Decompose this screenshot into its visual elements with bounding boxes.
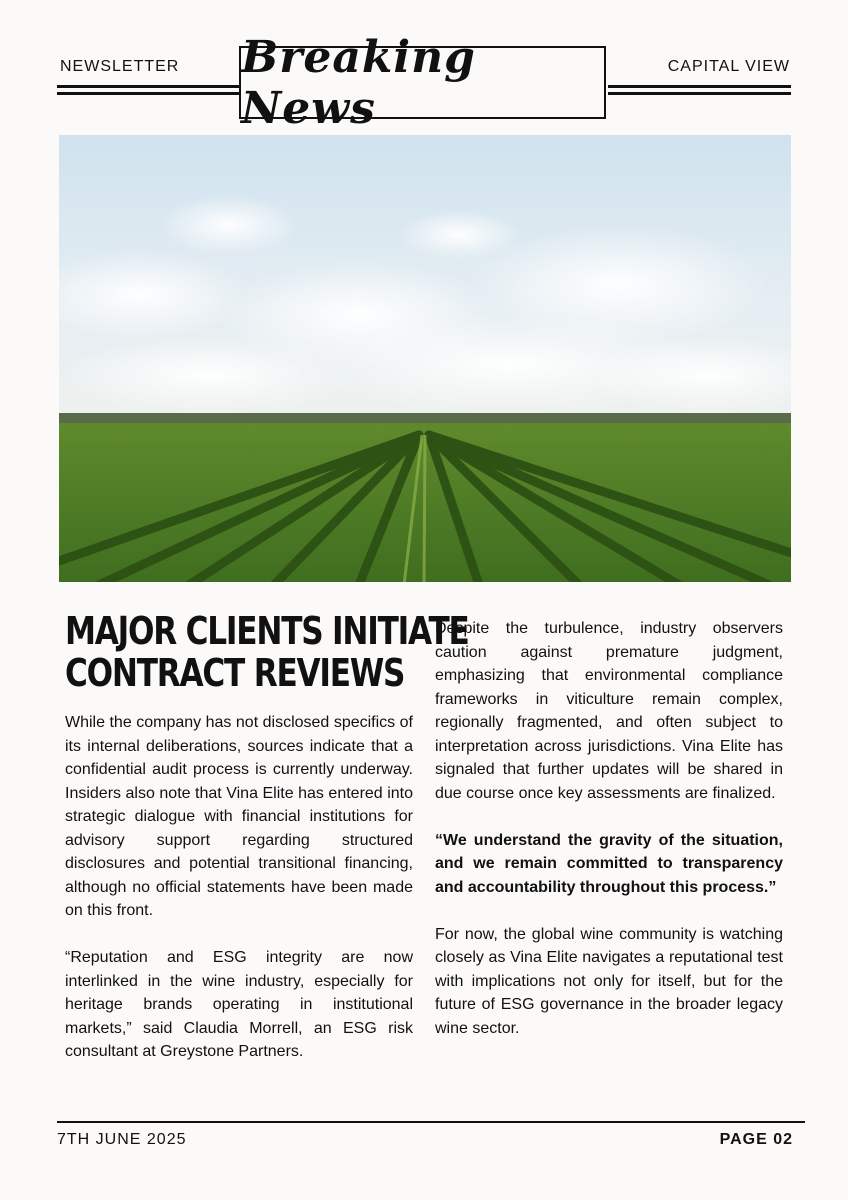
headline-line-2: CONTRACT REVIEWS	[65, 651, 405, 695]
right-paragraph-2: For now, the global wine community is watching closely as Vina Elite navigates a reputational test with implications not only for itself, but for the future of ESG governance in the broader legacy wine sector.	[435, 925, 783, 1037]
newsletter-label: NEWSLETTER	[60, 58, 180, 75]
right-paragraph-1: Despite the turbulence, industry observers caution against premature judgment, emphasizing that environmental compliance frameworks in viticulture remain complex, regionally fragmented, and often subject to interpretation across jurisdictions. Vina Elite has signaled that further updates will be shared in due course once key assessments are finalized.	[435, 620, 783, 802]
section-label: CAPITAL VIEW	[667, 58, 790, 75]
footer-rule	[57, 1121, 805, 1123]
vineyard-photo	[59, 135, 791, 582]
header-rule-right	[608, 85, 791, 95]
left-column	[65, 711, 413, 1064]
masthead-title: Breaking News	[239, 46, 606, 119]
left-paragraph-2: “Reputation and ESG integrity are now interlinked in the wine industry, especially for heritage brands operating in institutional markets,” said Claudia Morrell, an ESG risk consultant at Greystone Partners.	[65, 949, 413, 1060]
right-column	[435, 617, 783, 1040]
header-rule-left	[57, 85, 240, 95]
headline-line-1: MAJOR CLIENTS INITIATE	[65, 609, 469, 653]
pull-quote: “We understand the gravity of the situation, and we remain committed to transparency and accountability throughout this process.”	[435, 831, 783, 896]
footer-date: 7TH JUNE 2025	[57, 1131, 187, 1148]
article-headline	[65, 609, 469, 695]
page-number: PAGE 02	[719, 1131, 793, 1148]
left-paragraph-1: While the company has not disclosed specifics of its internal deliberations, sources indicate that a confidential audit process is currently underway. Insiders also note that Vina Elite has entered into strategic dialogue with financial institutions for advisory support regarding structured disclosures and potential transitional financing, although no official statements have been made on this front.	[65, 714, 413, 919]
